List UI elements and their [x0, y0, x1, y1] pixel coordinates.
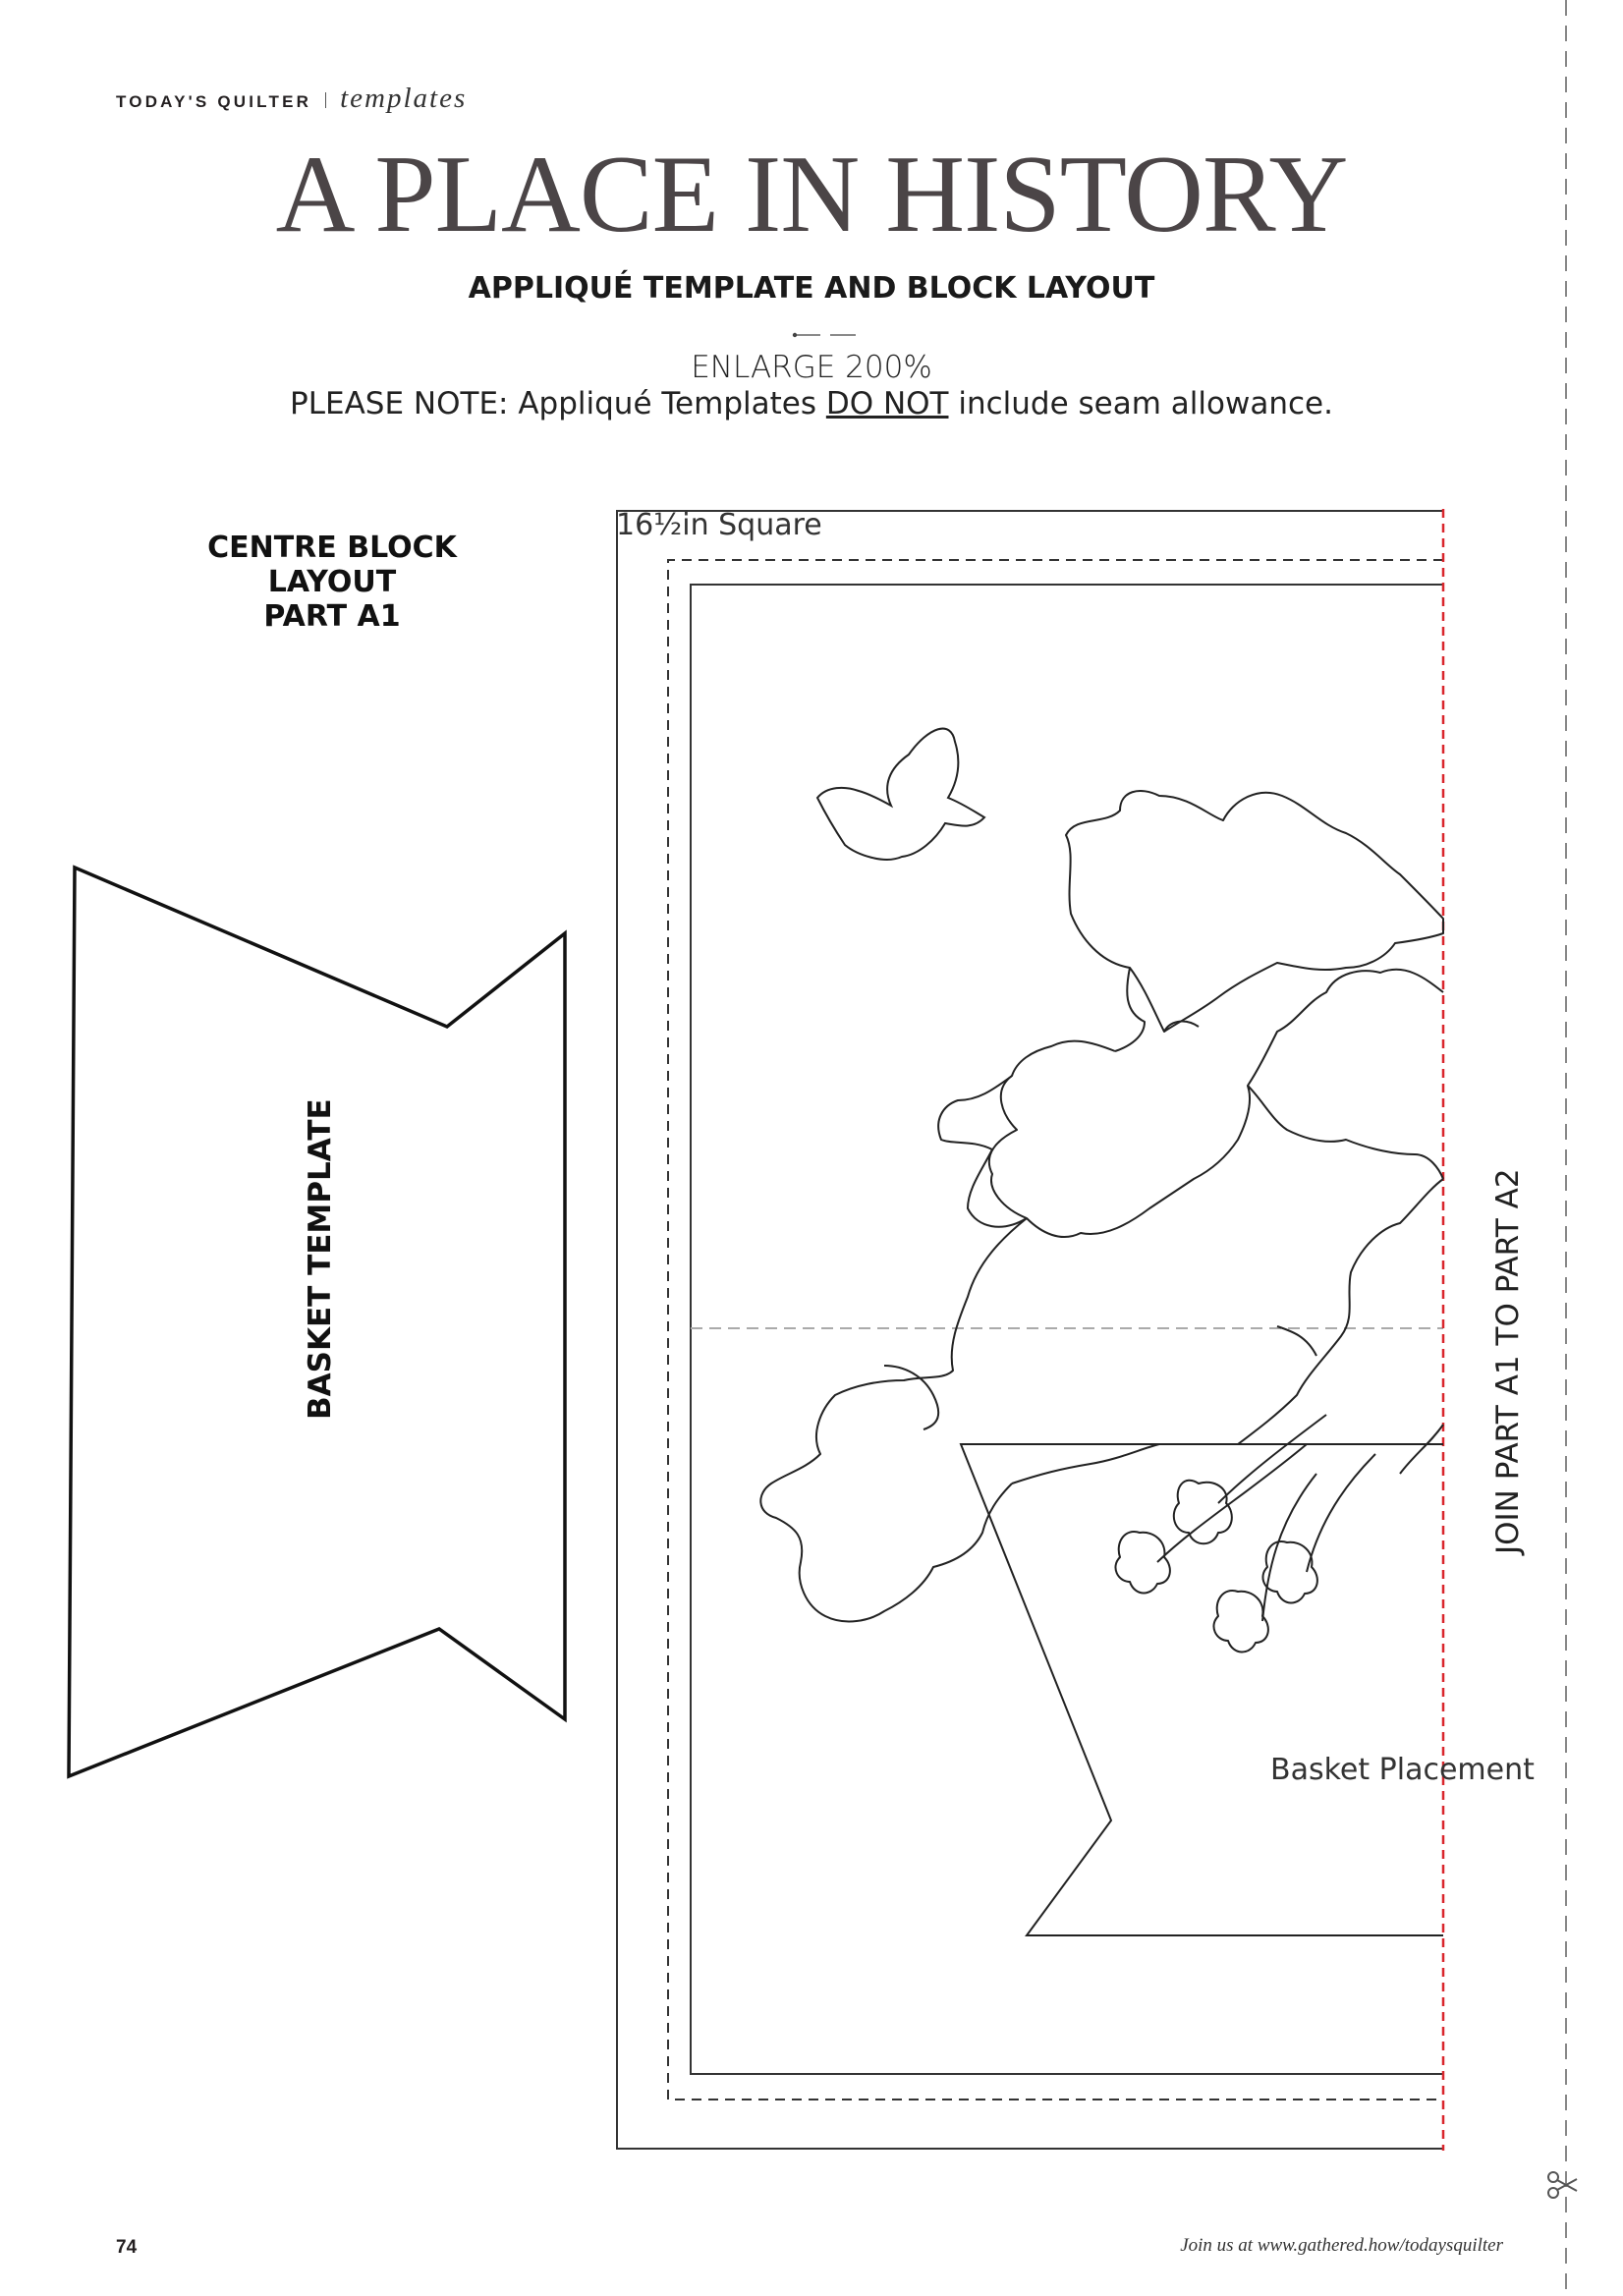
basket-placement-outline: [961, 1444, 1535, 1935]
block-size-label: 16½in Square: [616, 508, 822, 542]
seam-note-suffix: include seam allowance.: [948, 386, 1333, 421]
footer-url: Join us at www.gathered.how/todaysquilter: [1180, 2235, 1503, 2256]
article-title: A PLACE IN HISTORY: [275, 134, 1348, 255]
block-label-line-2: LAYOUT: [267, 565, 397, 599]
section-name: templates: [340, 83, 468, 114]
seam-note-prefix: PLEASE NOTE: Appliqué Templates: [290, 386, 826, 421]
join-parts-label: JOIN PART A1 TO PART A2: [1490, 1168, 1526, 1554]
scissors-icon: [1548, 2172, 1577, 2198]
article-subtitle: APPLIQUÉ TEMPLATE AND BLOCK LAYOUT: [468, 271, 1155, 306]
block-label-line-3: PART A1: [263, 599, 401, 634]
basket-placement-label: Basket Placement: [1270, 1753, 1535, 1787]
block-label-line-1: CENTRE BLOCK: [207, 531, 457, 565]
basket-template-label: BASKET TEMPLATE: [303, 1098, 338, 1420]
floral-applique-outline: [760, 791, 1443, 1652]
enlarge-note: ENLARGE 200%: [691, 350, 932, 385]
magazine-name: TODAY'S QUILTER: [116, 92, 312, 111]
butterfly-shape: [817, 729, 984, 860]
seam-note-emphasis: DO NOT: [825, 386, 949, 421]
page-number: 74: [116, 2237, 138, 2258]
